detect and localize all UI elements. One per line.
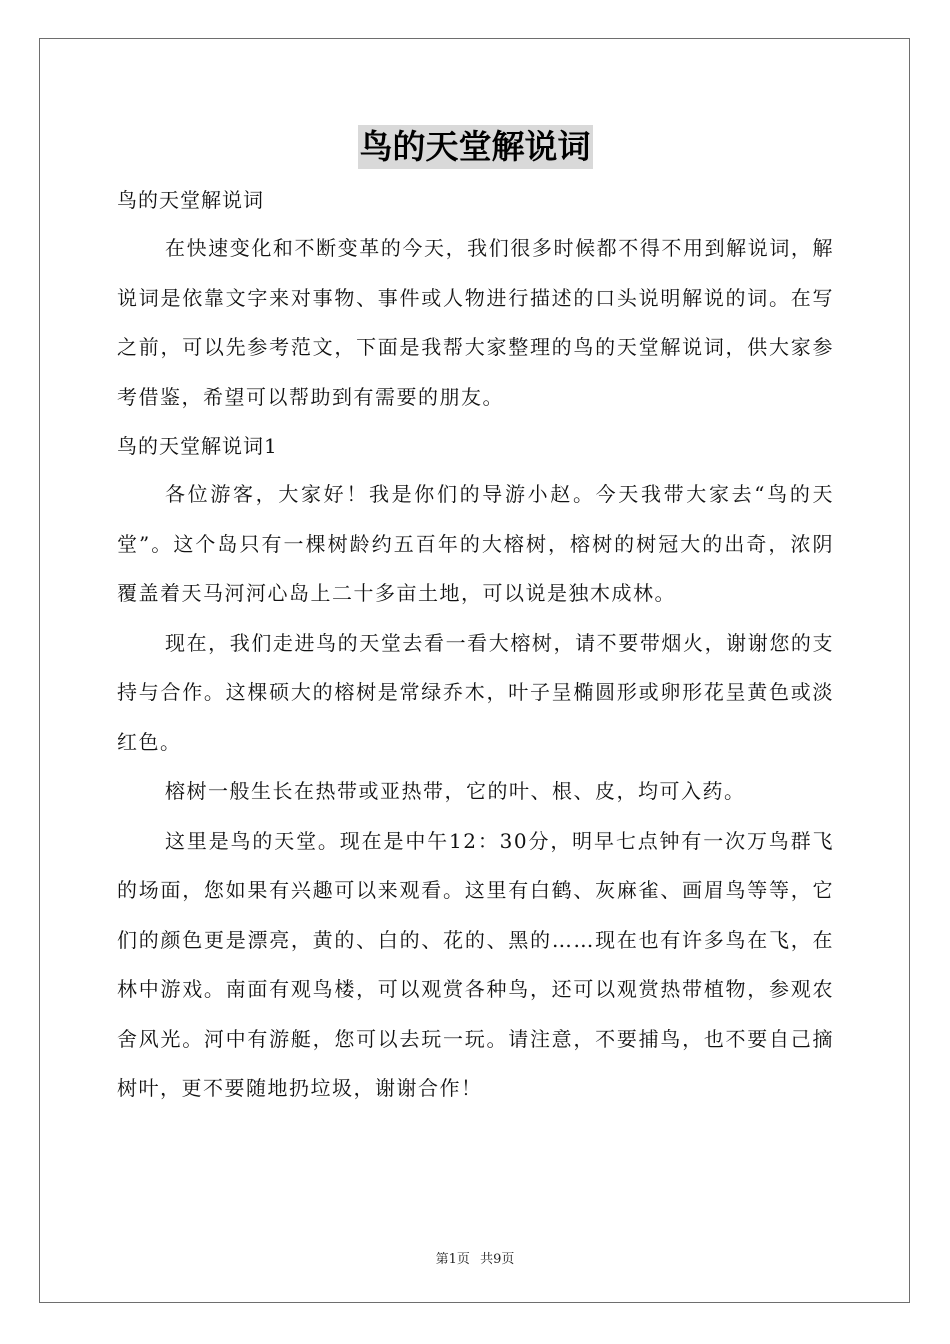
intro-paragraph: 在快速变化和不断变革的今天，我们很多时候都不得不用到解说词，解说词是依靠文字来对事物、事件或人物进行描述的口头说明解说的词。在写之前，可以先参考范文，下面是我帮大家整理的鸟的天堂解说词，供大家参考借鉴，希望可以帮助到有需要的朋友。 bbox=[117, 236, 834, 409]
paragraph-habitat: 榕树一般生长在热带或亚热带，它的叶、根、皮，均可入药。 bbox=[165, 779, 746, 803]
paragraph-greeting: 各位游客，大家好！我是你们的导游小赵。今天我带大家去“鸟的天堂”。这个岛只有一棵树龄约五百年的大榕树，榕树的树冠大的出奇，浓阴覆盖着天马河河心岛上二十多亩土地，可以说是独木成林。 bbox=[117, 482, 834, 605]
section-heading-1: 鸟的天堂解说词1 bbox=[117, 434, 278, 458]
page-total: 共9页 bbox=[480, 1252, 515, 1267]
document-title: 鸟的天堂解说词 bbox=[358, 125, 593, 169]
page-footer bbox=[0, 1248, 950, 1267]
page-number: 第1页 bbox=[435, 1252, 470, 1267]
document-body bbox=[117, 176, 834, 1114]
section-heading: 鸟的天堂解说词 bbox=[117, 188, 264, 212]
title-container bbox=[0, 125, 950, 169]
paragraph-birds: 这里是鸟的天堂。现在是中午12：30分，明早七点钟有一次万鸟群飞的场面，您如果有兴趣可以来观看。这里有白鹤、灰麻雀、画眉鸟等等，它们的颜色更是漂亮，黄的、白的、花的、黑的……现在也有许多鸟在飞，在林中游戏。南面有观鸟楼，可以观赏各种鸟，还可以观赏热带植物，参观农舍风光。河中有游艇，您可以去玩一玩。请注意，不要捕鸟，也不要自己摘树叶，更不要随地扔垃圾，谢谢合作！ bbox=[117, 828, 834, 1100]
paragraph-banyan: 现在，我们走进鸟的天堂去看一看大榕树，请不要带烟火，谢谢您的支持与合作。这棵硕大的榕树是常绿乔木，叶子呈椭圆形或卵形花呈黄色或淡红色。 bbox=[117, 630, 834, 754]
